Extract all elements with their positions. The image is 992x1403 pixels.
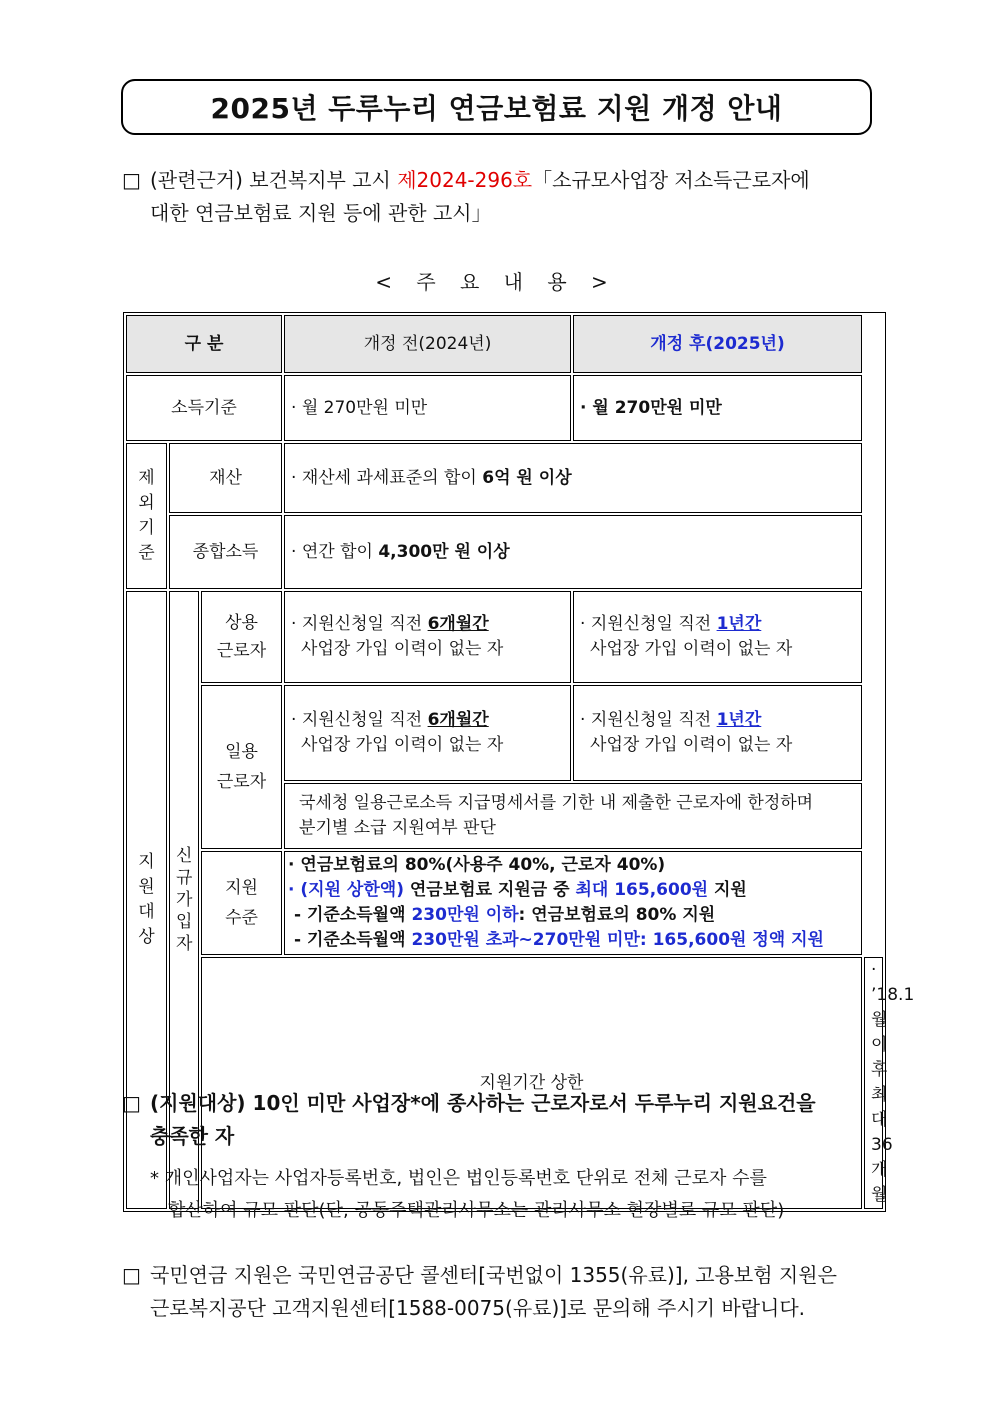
regular-worker-row <box>126 591 883 683</box>
basis-prefix: (관련근거) 보건복지부 고시 <box>150 168 398 192</box>
footnote <box>150 1163 875 1227</box>
exclusion-group-label: 제 외 기 준 <box>126 443 167 589</box>
exclusion-income-row <box>126 515 883 589</box>
footnote-line2: 합산하여 규모 판단(단, 공동주택관리사무소는 관리사무소 현장별로 규모 판단) <box>168 1200 785 1221</box>
income-label: 소득기준 <box>126 375 282 441</box>
notice-number: 제2024-296호 <box>397 168 533 192</box>
contact-line1: 국민연금 지원은 국민연금공단 콜센터[국번없이 1355(유료)], 고용보험 지원은 <box>150 1263 837 1287</box>
basis-line2: 대한 연금보험료 지원 등에 관한 고시」 <box>150 201 492 225</box>
footnote-line1: * 개인사업자는 사업자등록번호, 법인은 법인등록번호 단위로 전체 근로자 수를 <box>150 1168 767 1189</box>
eligibility-paragraph <box>122 1087 874 1153</box>
title-box <box>121 79 872 135</box>
header-before: 개정 전(2024년) <box>284 315 571 373</box>
daily-worker-row <box>126 685 883 781</box>
support-level-label: 지원 수준 <box>201 851 282 955</box>
income-after: · 월 270만원 미만 <box>573 375 862 441</box>
comprehensive-income-value: · 연간 합이 4,300만 원 이상 <box>284 515 862 589</box>
daily-after: · 지원신청일 직전 1년간 사업장 가입 이력이 없는 자 <box>573 685 862 781</box>
support-period-value: · ’18.1월 이후 최대 36개월 <box>864 957 883 1209</box>
page-title: 2025년 두루누리 연금보험료 지원 개정 안내 <box>210 92 783 125</box>
new-subscriber-label: 신 규 가 입 자 <box>169 591 199 1209</box>
checkbox-bullet: □ <box>122 168 141 192</box>
eligibility-line2: 충족한 자 <box>150 1124 235 1148</box>
daily-before: · 지원신청일 직전 6개월간 사업장 가입 이력이 없는 자 <box>284 685 571 781</box>
property-value: · 재산세 과세표준의 합이 6억 원 이상 <box>284 443 862 513</box>
checkbox-bullet: □ <box>122 1263 141 1287</box>
comparison-table <box>123 312 915 1212</box>
section-subtitle: < 주 요 내 용 > <box>375 270 617 294</box>
regular-worker-label: 상용 근로자 <box>201 591 282 683</box>
daily-note: 국세청 일용근로소득 지급명세서를 기한 내 제출한 근로자에 한정하며 분기별 소급 지원여부 판단 <box>284 783 862 849</box>
contact-line2: 근로복지공단 고객지원센터[1588-0075(유료)]로 문의해 주시기 바랍니다. <box>150 1296 806 1320</box>
income-row <box>126 375 883 441</box>
basis-suffix: 「소규모사업장 저소득근로자에 <box>532 168 810 192</box>
regular-after: · 지원신청일 직전 1년간 사업장 가입 이력이 없는 자 <box>573 591 862 683</box>
header-after: 개정 후(2025년) <box>573 315 862 373</box>
eligibility-line1: (지원대상) 10인 미만 사업장*에 종사하는 근로자로서 두루누리 지원요건을 <box>150 1091 816 1115</box>
table-header-row <box>126 315 883 373</box>
basis-paragraph <box>122 164 874 230</box>
comprehensive-income-label: 종합소득 <box>169 515 282 589</box>
support-level-row <box>126 851 883 955</box>
property-label: 재산 <box>169 443 282 513</box>
checkbox-bullet: □ <box>122 1091 141 1115</box>
support-level-detail: · 연금보험료의 80%(사용주 40%, 근로자 40%) · (지원 상한액) 연금보험료 지원금 중 최대 165,600원 지원 - 기준소득월액 230만원 이하: 연금보험료의 80% 지원 - 기준소득월액 230만원 초과~270만원 미만: 165,600원 정액 지원 <box>284 851 862 955</box>
target-group-label: 지 원 대 상 <box>126 591 167 1209</box>
income-before: · 월 270만원 미만 <box>284 375 571 441</box>
daily-worker-label: 일용 근로자 <box>201 685 282 849</box>
support-period-label: 지원기간 상한 <box>201 957 862 1209</box>
exclusion-property-row <box>126 443 883 513</box>
contact-paragraph <box>122 1259 874 1325</box>
regular-before: · 지원신청일 직전 6개월간 사업장 가입 이력이 없는 자 <box>284 591 571 683</box>
header-category: 구 분 <box>126 315 282 373</box>
